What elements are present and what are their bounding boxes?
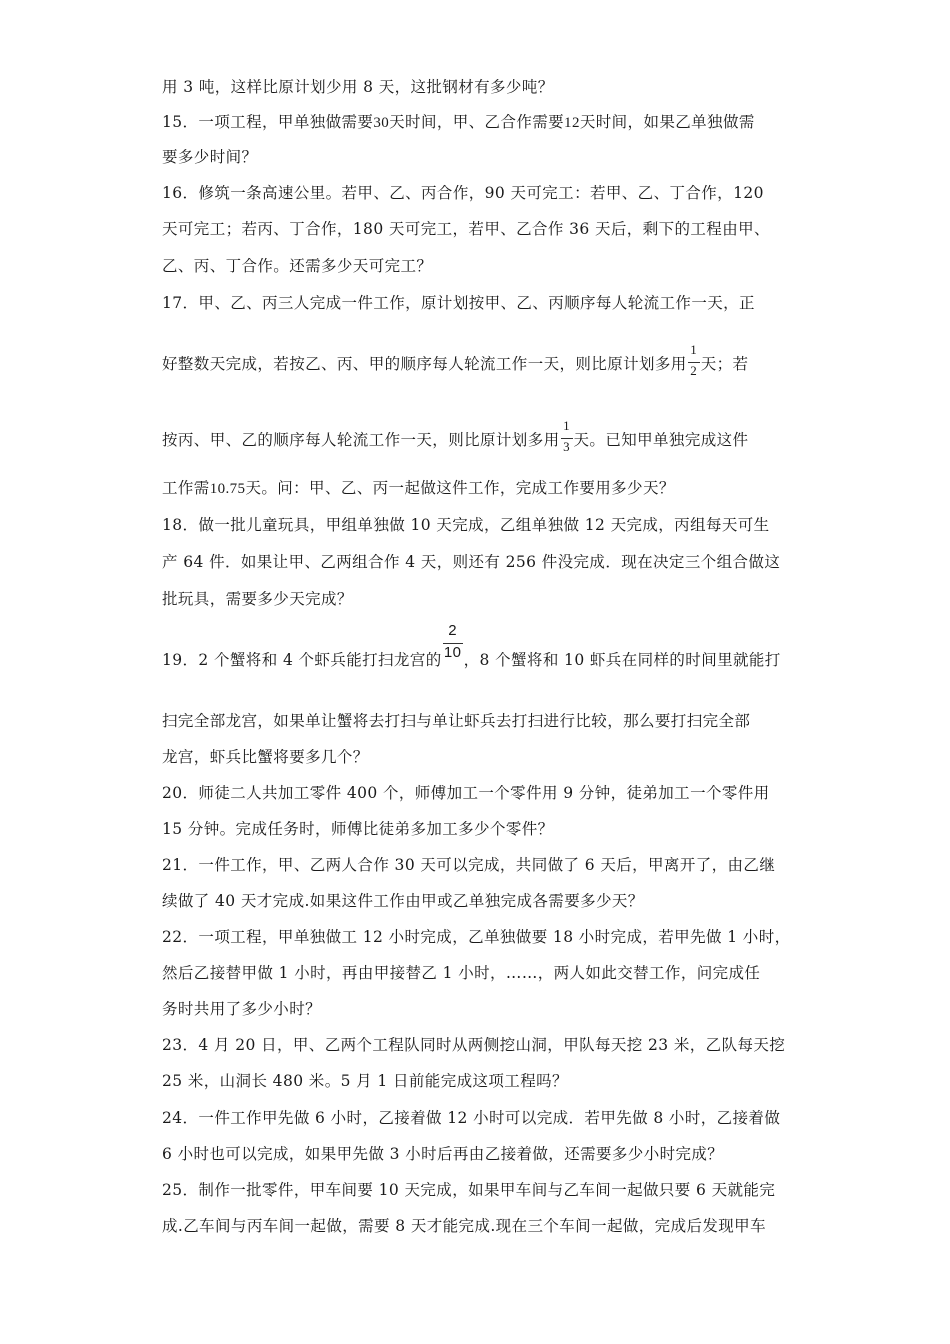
problem-25-line-1: 25．制作一批零件，甲车间要 10 天完成，如果甲车间与乙车间一起做只要 6 天就能完 [162, 1181, 776, 1199]
problem-19-line-3: 龙宫，虾兵比蟹将要多几个？ [162, 748, 369, 766]
problem-18-line-3: 批玩具，需要多少天完成？ [162, 590, 353, 608]
problem-22-line-3: 务时共用了多少小时？ [162, 1000, 322, 1018]
problem-22-line-2: 然后乙接替甲做 1 小时，再由甲接替乙 1 小时，……，两人如此交替工作，问完成任 [162, 964, 761, 982]
value-12: 12 [564, 115, 580, 131]
problem-24-line-2: 6 小时也可以完成，如果甲先做 3 小时后再由乙接着做，还需要多少小时完成？ [162, 1145, 724, 1163]
problem-14-tail: 用 3 吨，这样比原计划少用 8 天，这批钢材有多少吨？ [162, 78, 554, 96]
problem-18-line-2: 产 64 件．如果让甲、乙两组合作 4 天，则还有 256 件没完成．现在决定三个组合做这 [162, 553, 781, 571]
value-30: 30 [373, 115, 390, 131]
problem-20-line-1: 20．师徒二人共加工零件 400 个，师傅加工一个零件用 9 分钟，徒弟加工一个零件用 [162, 784, 770, 802]
problem-25-line-2: 成.乙车间与丙车间一起做，需要 8 天才能完成.现在三个车间一起做，完成后发现甲车 [162, 1217, 766, 1235]
problem-21-line-1: 21．一件工作，甲、乙两人合作 30 天可以完成，共同做了 6 天后，甲离开了，由乙继 [162, 856, 776, 874]
problem-17-line-2: 好整数天完成，若按乙、丙、甲的顺序每人轮流工作一天，则比原计划多用 $\frac{1}{2}$ 天；若 [162, 342, 749, 378]
problem-24-line-1: 24．一件工作甲先做 6 小时，乙接着做 12 小时可以完成．若甲先做 8 小时，乙接着做 [162, 1109, 781, 1127]
problem-16-line-1: 16．修筑一条高速公里。若甲、乙、丙合作，90 天可完工：若甲、乙、丁合作，120 [162, 184, 764, 202]
fraction-two-tenths: $\frac{2}{10}$ [443, 622, 462, 661]
problem-21-line-2: 续做了 40 天才完成.如果这件工作由甲或乙单独完成各需要多少天？ [162, 892, 644, 910]
problem-17-line-3: 按丙、甲、乙的顺序每人轮流工作一天，则比原计划多用 $\frac{1}{3}$ 天。已知甲单独完成这件 [162, 418, 749, 454]
fraction-one-half: $\frac{1}{2}$ [687, 355, 701, 375]
problem-17-line-4: 工作需10.75天。问：甲、乙、丙一起做这件工作，完成工作要用多少天？ [162, 479, 675, 497]
fraction-one-third: $\frac{1}{3}$ [560, 431, 574, 451]
problem-16-line-2: 天可完工；若丙、丁合作，180 天可完工，若甲、乙合作 36 天后，剩下的工程由甲、 [162, 220, 770, 238]
problem-22-line-1: 22．一项工程，甲单独做工 12 小时完成，乙单独做要 18 小时完成，若甲先做 1 小时， [162, 928, 791, 946]
problem-16-line-3: 乙、丙、丁合作。还需多少天可完工？ [162, 257, 433, 275]
problem-17-line-1: 17．甲、乙、丙三人完成一件工作，原计划按甲、乙、丙顺序每人轮流工作一天，正 [162, 294, 755, 312]
problem-23-line-1: 23．4 月 20 日，甲、乙两个工程队同时从两侧挖山洞，甲队每天挖 23 米，乙队每天挖 [162, 1036, 786, 1054]
problem-23-line-2: 25 米，山洞长 480 米。5 月 1 日前能完成这项工程吗？ [162, 1072, 568, 1090]
problem-18-line-1: 18．做一批儿童玩具，甲组单独做 10 天完成，乙组单独做 12 天完成，丙组每天可生 [162, 516, 770, 534]
problem-15-line-2: 要多少时间？ [162, 148, 258, 166]
problem-19-line-1: 19．2 个蟹将和 4 个虾兵能打扫龙宫的 $\frac{2}{10}$ ，8 个蟹将和 10 虾兵在同样的时间里就能打 [162, 622, 781, 669]
problem-19-line-2: 扫完全部龙宫，如果单让蟹将去打扫与单让虾兵去打扫进行比较，那么要打扫完全部 [162, 712, 751, 730]
problem-20-line-2: 15 分钟。完成任务时，师傅比徒弟多加工多少个零件？ [162, 820, 554, 838]
problem-15-line-1: 15．一项工程，甲单独做需要30天时间，甲、乙合作需要12天时间，如果乙单独做需 [162, 113, 755, 131]
value-10-75: 10.75 [209, 481, 246, 497]
